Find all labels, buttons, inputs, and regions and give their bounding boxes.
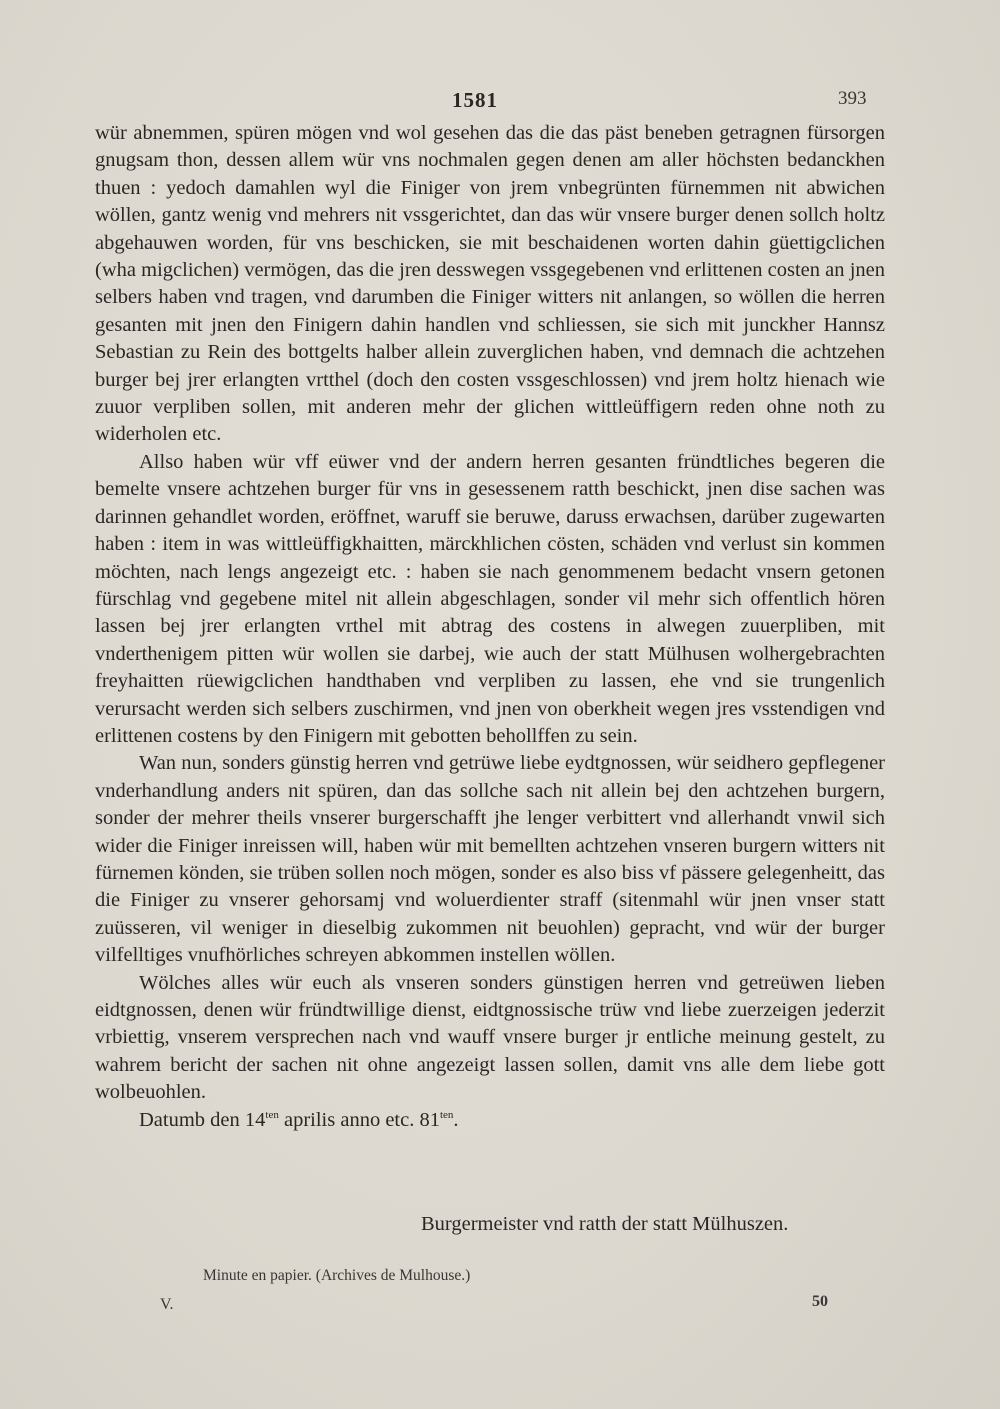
date-prefix: Datumb den 14: [139, 1108, 266, 1131]
running-header-year: 1581: [452, 88, 498, 112]
signature-line: Burgermeister vnd ratth der statt Mülhuszen.: [421, 1213, 789, 1235]
printer-signature-letter: V.: [160, 1296, 174, 1313]
date-middle: aprilis anno etc. 81: [278, 1108, 440, 1131]
date-superscript-day: ten: [265, 1108, 279, 1121]
date-suffix: .: [453, 1108, 459, 1131]
source-note: Minute en papier. (Archives de Mulhouse.): [203, 1267, 471, 1284]
paragraph-1: wür abnemmen, spüren mögen vnd wol gesehen das die das päst beneben getragnen fürsorgen gnugsam thon, dessen allem wür vns nochmalen gegen denen am aller höchsten bedanckhen thuen : yedoch damahlen wyl die Finiger von jrem vnbegrünten fürnemmen nit abwichen wöllen, gantz wenig vnd mehrers nit vssgerichtet, dan das wür vnsere burger denen sollch holtz abgehauwen worden, für vns beschicken, sie mit beschaidenen worten dahin güettigclichen (wha migclichen) vermögen, das die jren desswegen vssgegebenen vnd erlittenen costen an jnen selbers haben vnd tragen, vnd darumben die Finiger witters nit anlangen, so wöllen die herren gesanten mit jnen den Finigern dahin handlen vnd schliessen, sie sich mit junckher Hannsz Sebastian zu Rein des bottgelts halber allein zuverglichen haben, vnd demnach die achtzehen burger bej jrer erlangten vrtthel (doch den costen vssgeschlossen) vnd jrem holtz hienach wie zuuor verpliben sollen, mit anderen mehr der glichen wittleüffigern reden ohne noth zu widerholen etc.: [95, 122, 885, 446]
paragraph-3: Wan nun, sonders günstig herren vnd getrüwe liebe eydtgnossen, wür seidhero gepflegener vnderhandlung anders nit spüren, dan das sollche sach nit allein bej den achtzehen burgern, sonder der mehrer theils vnserer burgerschafft jhe lenger verbittert vnd allerhandt vnwil sich wider die Finiger inreissen will, haben wür mit bemellten achtzehen vnseren burgern witters nit fürnemen könden, sie trüben sollen noch mögen, sonder es also biss vf pässere gelegenheitt, das die Finiger zu vnserer gehorsamj vnd woluerdienter straff (sitenmahl wür jnen vnser statt zuüsseren, vil weniger in dieselbig zukommen nit beuohlen) gepracht, vnd wür der burger vilfelltiges vnufhörliches schreyen abkommen instellen wöllen.: [95, 752, 885, 967]
date-line: [95, 1107, 885, 1134]
paragraph-2: Allso haben wür vff eüwer vnd der andern herren gesanten fründtliches begeren die bemelte vnsere achtzehen burger für vns in gesessenem ratth beschickt, jnen dise sachen was darinnen gehandlet worden, eröffnet, waruff sie beruwe, daruss erwachsen, darüber zugewarten haben : item in was wittleüffigkhaitten, märckhlichen cösten, schäden vnd verlust sin kommen möchten, nach lengs angezeigt etc. : haben sie nach genommenem bedacht vnsern getonen fürschlag vnd gegebene mitel nit allein abgeschlagen, sonder vil mehr sich offentlich hören lassen bej jrer erlangten vrthel mit abtrag des costens in alwegen zuuerpliben, mit vnderthenigem pitten wür wollen sie darbej, wie auch der statt Mülhusen wolhergebrachten freyhaitten rüewigclichen handthaben vnd verpliben zu lassen, ehe vnd sie trungenlich verursacht werden sich selbers zuschirmen, vnd jnen von oberkheit wegen jres vsstendigen vnd erlittenen costens by den Finigern mit gebotten behollffen zu sein.: [95, 450, 885, 747]
page-number: 393: [838, 88, 867, 109]
date-superscript-year: ten: [439, 1108, 454, 1121]
printer-signature-number: 50: [812, 1293, 828, 1310]
body-text: [95, 120, 885, 1134]
paragraph-4: Wölches alles wür euch als vnseren sonders günstigen herren vnd getreüwen lieben eidtgnossen, denen wür fründtwillige dienst, eidtgnossische trüw vnd liebe zuerzeigen jederzit vrbiettig, vnserem versprechen nach vnd wauff vnsere burger jr entliche meinung gestelt, zu wahrem bericht der sachen nit ohne angezeigt lassen sollen, damit vns alle dem liebe gott wolbeuohlen.: [95, 971, 885, 1104]
